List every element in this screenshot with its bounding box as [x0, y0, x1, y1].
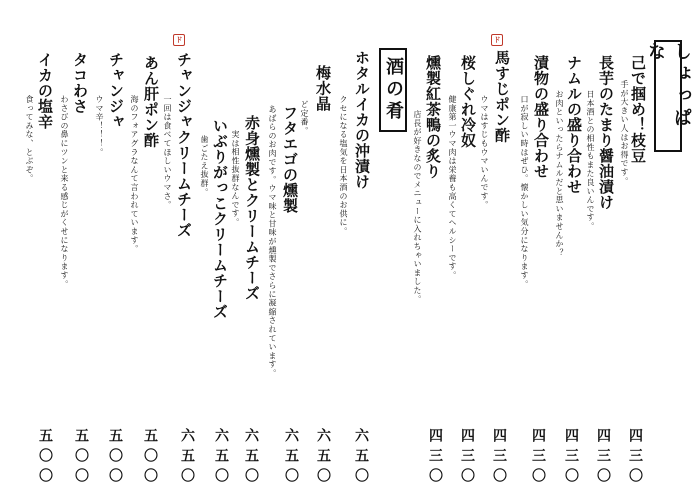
menu-item-name: 長芋のたまり醤油漬け	[597, 55, 615, 210]
section-title-shoppana: しょっぱな	[654, 40, 682, 152]
menu-item-price: 四三〇	[427, 428, 443, 488]
menu-item-desc: 口が寂しい時はぜひ。懐かしい気分になります。	[520, 95, 529, 289]
menu-item-desc: 店長が好きなのでメニューに入れちゃいました。	[413, 110, 422, 304]
menu-item-price: 四三〇	[530, 428, 546, 488]
menu-item-desc: 海のフォアグラなんて言われています。	[130, 95, 139, 254]
menu-item-desc: わさびの鼻にツンと来る感じがくせになります。	[60, 95, 69, 289]
menu-item-desc: 手が大きい人はお得です。	[620, 80, 629, 186]
menu-item-name: ナムルの盛り合わせ	[565, 55, 583, 195]
menu-item-desc: ウマはすじもウマいんです。	[480, 95, 489, 210]
menu-item-name: いぶりがっこクリームチーズ	[211, 118, 229, 320]
menu-item-name: イカの塩辛	[36, 52, 54, 130]
section-title-sake: 酒の肴	[379, 48, 407, 132]
menu-item-name: 赤身燻製とクリームチーズ	[243, 115, 261, 301]
menu-item-name: タコわさ	[71, 52, 89, 114]
menu-item-price: 六五〇	[315, 428, 331, 488]
menu-item-price: 五〇〇	[37, 428, 53, 488]
menu-item-desc: ど定番。	[300, 100, 309, 136]
menu-item-price: 四三〇	[563, 428, 579, 488]
menu-item-price: 六五〇	[179, 428, 195, 488]
menu-item-price: 六五〇	[243, 428, 259, 488]
recommend-stamp-icon: ド	[173, 34, 185, 46]
menu-item-desc: 日本酒との相性もまた良いんです。	[586, 90, 595, 231]
menu-item-desc: 健康第一ウマ肉は栄養も高くてヘルシーです。	[448, 95, 457, 280]
menu-item-desc: 実は相性抜群なんです。	[231, 130, 240, 227]
menu-item-price: 五〇〇	[142, 428, 158, 488]
menu-item-price: 四三〇	[595, 428, 611, 488]
menu-item-desc: 歯ごたえ抜群。	[200, 135, 209, 197]
menu-item-price: 六五〇	[213, 428, 229, 488]
menu-item-price: 四三〇	[491, 428, 507, 488]
menu-item-price: 四三〇	[627, 428, 643, 488]
menu-item-name: 桜しぐれ冷奴	[459, 55, 477, 148]
menu-item-name: 梅水晶	[314, 65, 332, 112]
menu-item-name: 燻製紅茶鴨の炙り	[424, 55, 442, 179]
menu-item-name: フタエゴの燻製	[281, 105, 299, 214]
menu-item-desc: 一回は食べてほしいウマさ。	[163, 95, 172, 210]
menu-item-name: チャンジャクリームチーズ	[175, 52, 193, 238]
menu-item-name: 己で掴め！枝豆	[629, 55, 647, 164]
menu-item-price: 五〇〇	[107, 428, 123, 488]
menu-item-price: 六五〇	[283, 428, 299, 488]
menu-item-name: 漬物の盛り合わせ	[532, 55, 550, 179]
menu-item-price: 六五〇	[353, 428, 369, 488]
menu-item-desc: クセになる塩気を日本酒のお供に。	[339, 95, 348, 236]
menu-item-name: チャンジャ	[107, 52, 125, 130]
menu-item-name: ホタルイカの沖漬け	[353, 50, 371, 190]
menu-item-desc: お肉といったらナムルだと思いませんか？	[555, 90, 564, 258]
menu-item-desc: あばらのお肉です。ウマ味と甘味が燻製でさらに凝縮されています。	[268, 105, 277, 378]
menu-item-price: 五〇〇	[73, 428, 89, 488]
menu-item-desc: 食ってみな、とぶぞ。	[25, 95, 34, 183]
menu-item-name: 馬すじポン酢	[493, 50, 511, 143]
menu-item-name: あん肝ポン酢	[142, 55, 160, 148]
menu-item-desc: ウマ辛！！！。	[95, 95, 104, 157]
menu-item-price: 四三〇	[459, 428, 475, 488]
recommend-stamp-icon: ド	[491, 34, 503, 46]
